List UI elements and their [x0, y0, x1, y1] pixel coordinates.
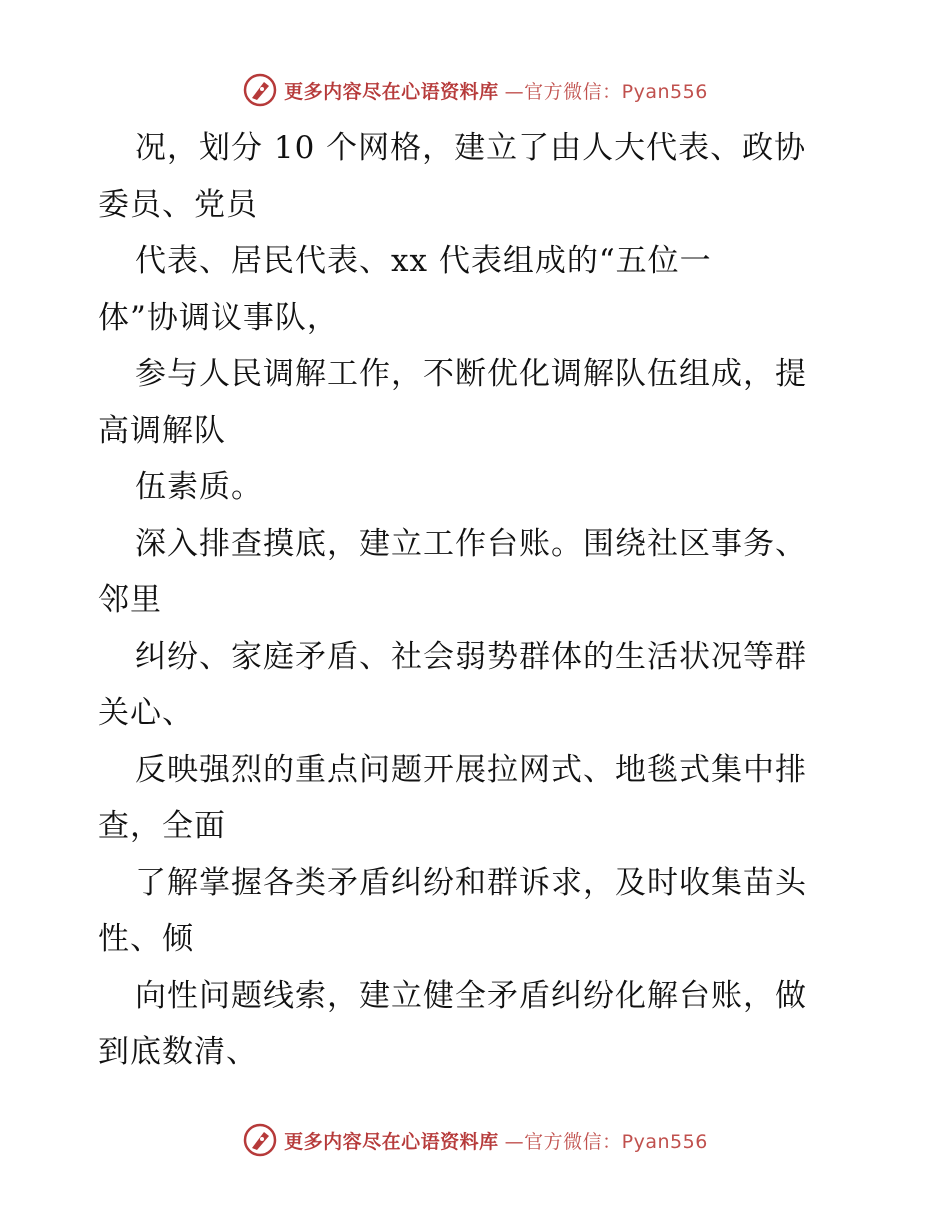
paragraph: [98, 346, 858, 459]
paragraph-line: 况，划分 10 个网格，建立了由人大代表、政协: [135, 130, 807, 166]
paragraph: [98, 459, 858, 516]
paragraph-line: 纠纷、家庭矛盾、社会弱势群体的生活状况等群: [135, 638, 807, 675]
paragraph-line: 查，全面: [98, 808, 226, 844]
watermark-wechat-text: —官方微信：Pyan556: [504, 80, 708, 103]
paragraph-line: 参与人民调解工作，不断优化调解队伍组成，提: [135, 356, 807, 392]
paragraph: [98, 516, 858, 629]
paragraph-line: 到底数清、: [98, 1034, 258, 1070]
paragraph: [98, 629, 858, 742]
paragraph-line: 体”协调议事队，: [98, 299, 339, 336]
paragraph-line: 关心、: [98, 695, 194, 731]
paragraph-line: 伍素质。: [135, 469, 263, 505]
pen-nib-circle-icon: [242, 1122, 278, 1158]
paragraph-line: 向性问题线索，建立健全矛盾纠纷化解台账，做: [135, 977, 807, 1014]
header-watermark: [0, 70, 950, 110]
paragraph: [98, 742, 858, 855]
pen-nib-circle-icon: [242, 72, 278, 108]
paragraph-line: 了解掌握各类矛盾纠纷和群诉求，及时收集苗头: [135, 864, 807, 901]
watermark-main-text: 更多内容尽在心语资料库: [284, 1130, 499, 1153]
paragraph: [98, 855, 858, 968]
paragraph-line: 委员、党员: [98, 186, 258, 223]
paragraph-line: 高调解队: [98, 412, 226, 449]
paragraph-line: 性、倾: [98, 921, 194, 957]
paragraph-line: 邻里: [98, 582, 162, 618]
paragraph: [98, 968, 858, 1081]
footer-watermark: [0, 1120, 950, 1160]
paragraph-line: 深入排查摸底，建立工作台账。围绕社区事务、: [135, 525, 807, 562]
paragraph: [98, 120, 858, 233]
paragraph: [98, 233, 858, 346]
paragraph-line: 反映强烈的重点问题开展拉网式、地毯式集中排: [135, 751, 807, 788]
document-body: [98, 120, 858, 1081]
paragraph-line: 代表、居民代表、xx 代表组成的“五位一: [135, 243, 712, 279]
watermark-wechat-text: —官方微信：Pyan556: [504, 1130, 708, 1153]
watermark-main-text: 更多内容尽在心语资料库: [284, 80, 499, 103]
